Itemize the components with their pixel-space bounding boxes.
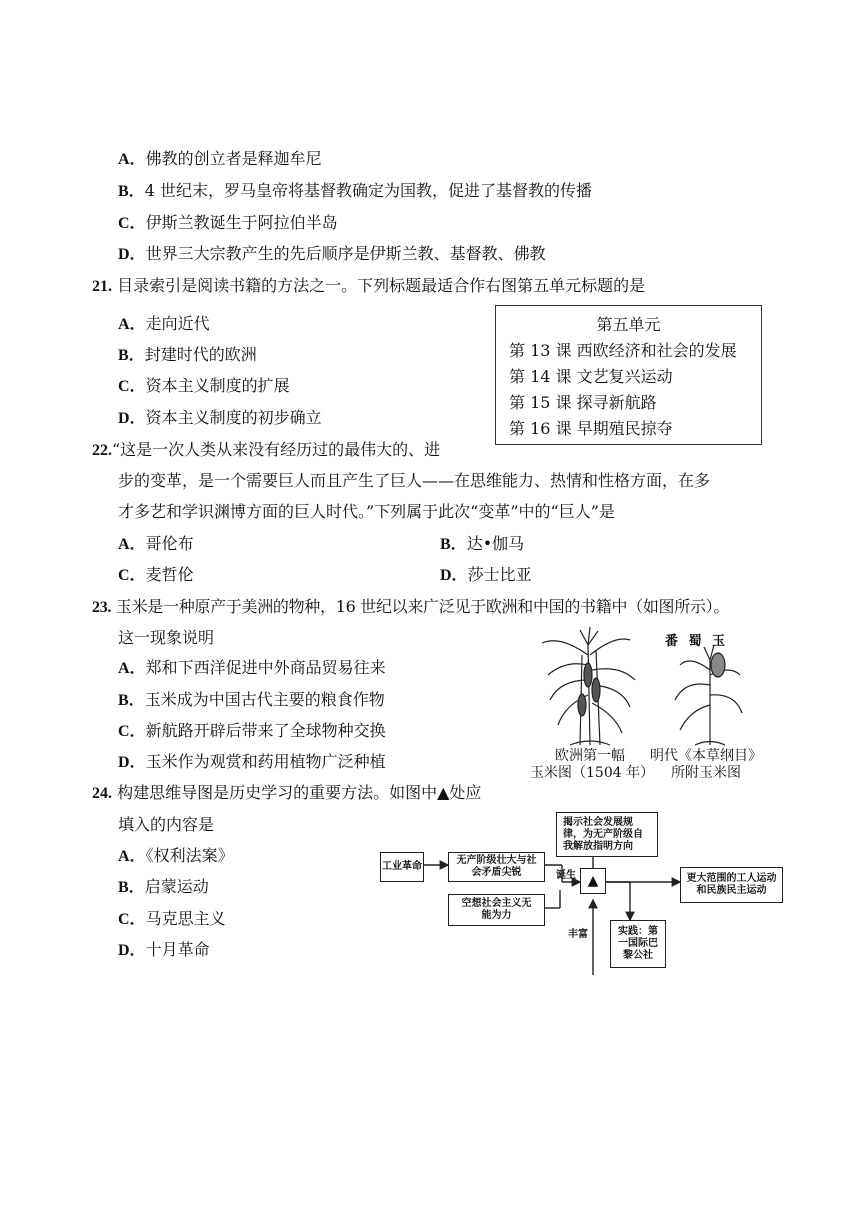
toc-lesson-16: 第 16 课 早期殖民掠夺	[509, 419, 673, 438]
mindmap-born-label: 诞生	[556, 870, 576, 881]
q21-option-c: C．资本主义制度的扩展	[118, 376, 290, 395]
q23-option-c: C．新航路开辟后带来了全球物种交换	[118, 721, 386, 740]
toc-lesson-14: 第 14 课 文艺复兴运动	[509, 367, 673, 386]
corn-image-top-label: 番 蜀 玉	[665, 634, 729, 649]
toc-title: 第五单元	[596, 315, 661, 334]
mindmap-industrial-revolution-box: 工业革命	[380, 852, 424, 882]
q24-stem-line2: 填入的内容是	[118, 815, 215, 834]
q22-option-a: A．哥伦布	[118, 534, 194, 553]
q20-option-a: A．佛教的创立者是释迦牟尼	[118, 149, 322, 168]
mindmap-center-triangle-box: ▲	[580, 868, 606, 894]
q23-option-a: A．郑和下西洋促进中外商品贸易往来	[118, 658, 386, 677]
q21-option-b: B．封建时代的欧洲	[118, 345, 257, 364]
unit-five-toc-box	[495, 305, 762, 445]
mindmap-proletariat-box: 无产阶级壮大与社会矛盾尖锐	[448, 852, 545, 882]
q22-stem-line1: 22.“这是一次人类从来没有经历过的最伟大的、进	[92, 440, 441, 459]
q24-option-a: A．《权利法案》	[118, 846, 234, 865]
mindmap-wider-movements-box: 更大范围的工人运动和民族民主运动	[680, 867, 783, 903]
chinese-corn-plant-icon	[675, 645, 742, 745]
q20-option-c: C．伊斯兰教诞生于阿拉伯半岛	[118, 213, 338, 232]
q21-option-d: D．资本主义制度的初步确立	[118, 408, 322, 427]
q22-option-b: B．达•伽马	[440, 534, 525, 553]
q22-option-d: D．莎士比亚	[440, 565, 532, 584]
q24-option-b: B．启蒙运动	[118, 877, 209, 896]
q22-option-c: C．麦哲伦	[118, 565, 194, 584]
corn-illustrations	[530, 625, 770, 750]
q22-stem-line2: 步的变革，是一个需要巨人而且产生了巨人——在思维能力、热情和性格方面，在多	[118, 471, 711, 490]
q20-option-d: D．世界三大宗教产生的先后顺序是伊斯兰教、基督教、佛教	[118, 244, 546, 263]
q24-option-c: C．马克思主义	[118, 909, 226, 928]
european-corn-plant-icon	[542, 627, 635, 745]
toc-lesson-15: 第 15 课 探寻新航路	[509, 393, 657, 412]
toc-lesson-13: 第 13 课 西欧经济和社会的发展	[509, 341, 737, 360]
q21-option-a: A．走向近代	[118, 314, 210, 333]
mindmap-utopian-socialism-box: 空想社会主义无能为力	[448, 894, 545, 926]
q20-option-b: B．4 世纪末，罗马皇帝将基督教确定为国教，促进了基督教的传播	[118, 181, 592, 200]
european-corn-caption: 欧洲第一幅 玉米图（1504 年）	[530, 748, 655, 781]
q21-stem: 21. 目录索引是阅读书籍的方法之一。下列标题最适合作右图第五单元标题的是	[92, 276, 646, 295]
q23-option-b: B．玉米成为中国古代主要的粮食作物	[118, 690, 385, 709]
mindmap-practice-box: 实践：第一国际巴黎公社	[610, 920, 666, 968]
q24-stem-line1: 24. 构建思维导图是历史学习的重要方法。如图中▲处应	[92, 783, 482, 802]
q23-option-d: D．玉米作为观赏和药用植物广泛种植	[118, 752, 386, 771]
chinese-corn-caption: 明代《本草纲目》 所附玉米图	[650, 748, 762, 781]
q23-stem-line1: 23. 玉米是一种原产于美洲的物种，16 世纪以来广泛见于欧洲和中国的书籍中（如图所示）。	[92, 597, 730, 616]
q24-option-d: D．十月革命	[118, 940, 210, 959]
mindmap-reveal-laws-box: 揭示社会发展规律，为无产阶级自我解放指明方向	[556, 812, 658, 857]
mindmap-enrich-label: 丰富	[568, 929, 588, 940]
q22-stem-line3: 才多艺和学识渊博方面的巨人时代。”下列属于此次“变革”中的“巨人”是	[118, 502, 615, 521]
q23-stem-line2: 这一现象说明	[118, 628, 215, 647]
